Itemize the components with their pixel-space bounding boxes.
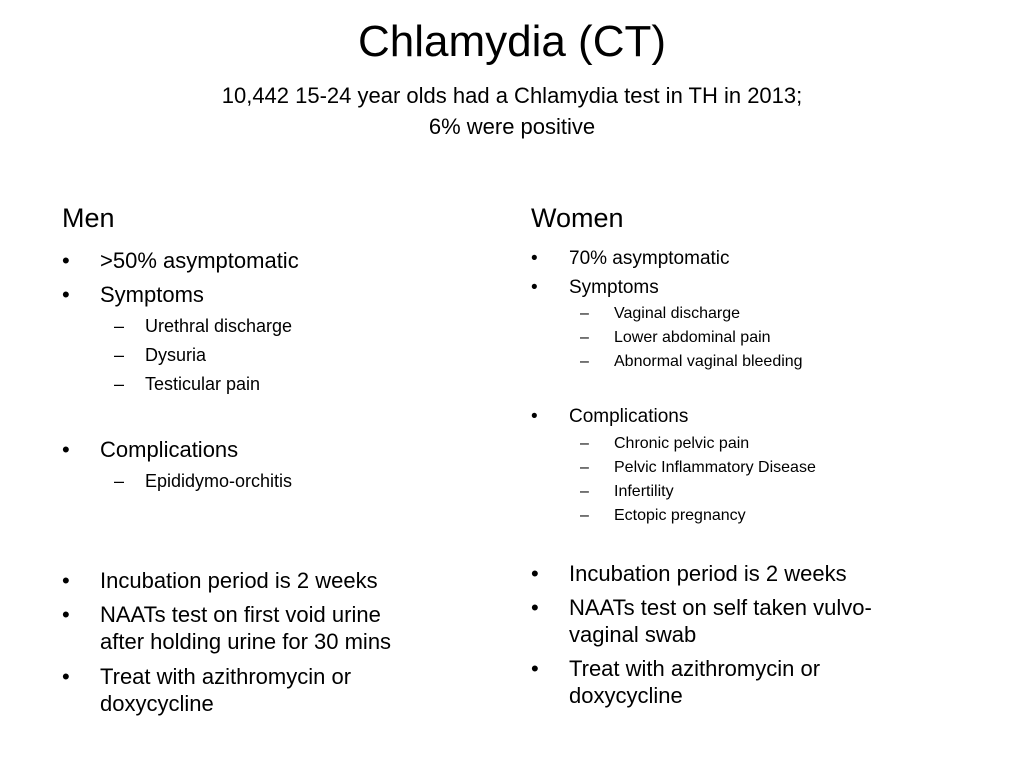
dash-icon: – [114, 345, 125, 365]
men-incubation-text: Incubation period is 2 weeks [100, 568, 378, 593]
bullet-icon: • [62, 248, 70, 273]
dash-icon: – [580, 483, 589, 500]
dash-icon: – [580, 435, 589, 452]
women-naats-line-2: vaginal swab [569, 622, 697, 647]
dash-icon: – [580, 329, 589, 346]
bullet-icon: • [531, 277, 538, 298]
dash-icon: – [114, 316, 125, 336]
men-symptom-text: Dysuria [145, 345, 207, 365]
men-symptoms-label: Symptoms [100, 282, 204, 307]
men-complications-label: Complications [100, 437, 239, 462]
dash-icon: – [114, 471, 125, 491]
women-asymptomatic-text: 70% asymptomatic [569, 248, 730, 269]
men-naats-line-1: NAATs test on first void urine [100, 602, 381, 627]
women-complication-text: Infertility [614, 483, 674, 500]
men-symptom-text: Urethral discharge [145, 316, 293, 336]
bullet-icon: • [531, 248, 538, 269]
women-symptom-text: Abnormal vaginal bleeding [614, 353, 803, 370]
men-naats-line-2: after holding urine for 30 mins [100, 629, 392, 654]
subtitle-line-2: 6% were positive [428, 114, 596, 139]
women-symptom-text: Lower abdominal pain [614, 329, 771, 346]
women-complications-label: Complications [569, 406, 689, 427]
women-incubation-text: Incubation period is 2 weeks [569, 561, 847, 586]
dash-icon: – [114, 374, 125, 394]
bullet-icon: • [62, 602, 70, 627]
bullet-icon: • [531, 656, 539, 681]
bullet-icon: • [62, 437, 70, 462]
men-complication-text: Epididymo-orchitis [145, 471, 293, 491]
women-naats-line-1: NAATs test on self taken vulvo- [569, 595, 872, 620]
slide-subtitle [0, 80, 1024, 142]
dash-icon: – [580, 507, 589, 524]
bullet-icon: • [62, 282, 70, 307]
women-symptom-text: Vaginal discharge [614, 305, 741, 322]
women-complication-text: Ectopic pregnancy [614, 507, 746, 524]
men-heading: Men [62, 203, 115, 233]
bullet-icon: • [62, 664, 70, 689]
bullet-icon: • [531, 561, 539, 586]
women-treat-line-1: Treat with azithromycin or [569, 656, 821, 681]
women-heading: Women [531, 203, 624, 233]
bullet-icon: • [531, 595, 539, 620]
women-treat-line-2: doxycycline [569, 683, 683, 708]
men-treat-line-1: Treat with azithromycin or [100, 664, 352, 689]
men-symptom-text: Testicular pain [145, 374, 261, 394]
women-complication-text: Pelvic Inflammatory Disease [614, 459, 816, 476]
slide-title: Chlamydia (CT) [357, 17, 667, 66]
men-treat-line-2: doxycycline [100, 691, 214, 716]
women-complication-text: Chronic pelvic pain [614, 435, 750, 452]
subtitle-line-1: 10,442 15-24 year olds had a Chlamydia test in TH in 2013; [221, 83, 803, 108]
dash-icon: – [580, 353, 589, 370]
dash-icon: – [580, 305, 589, 322]
women-symptoms-label: Symptoms [569, 277, 659, 298]
dash-icon: – [580, 459, 589, 476]
men-asymptomatic-text: >50% asymptomatic [100, 248, 299, 273]
bullet-icon: • [62, 568, 70, 593]
bullet-icon: • [531, 406, 538, 427]
